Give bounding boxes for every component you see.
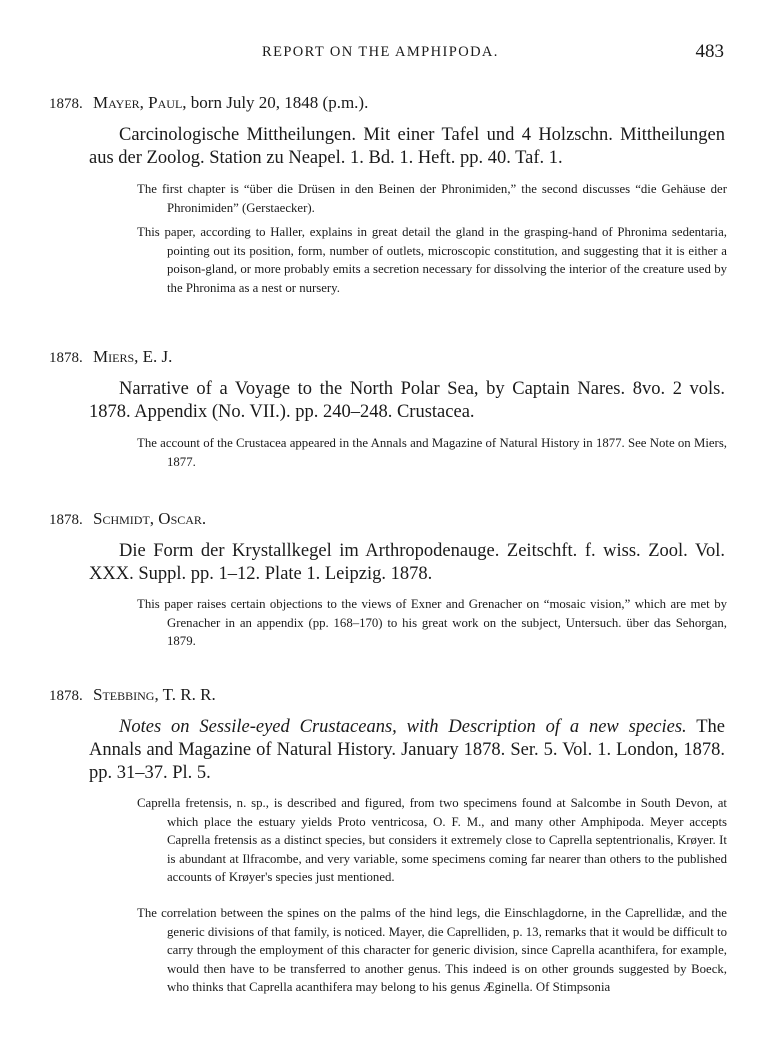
entry-title-italic: Notes on Sessile-eyed Crustaceans, with Description of a new species.: [119, 717, 687, 737]
entry-title: Die Form der Krystallkegel im Arthropodenauge. Zeitschft. f. wiss. Zool. Vol. XXX. Suppl. pp. 1–12. Plate 1. Leipzig. 1878.: [89, 541, 725, 584]
entry-year: 1878.: [49, 350, 83, 366]
entry-year: 1878.: [49, 96, 83, 112]
running-head: REPORT ON THE AMPHIPODA.: [262, 44, 499, 60]
entry-title: Narrative of a Voyage to the North Polar Sea, by Captain Nares. 8vo. 2 vols. 1878. Appendix (No. VII.). pp. 240–248. Crustacea.: [89, 379, 725, 422]
entry-heading-mayer: [49, 93, 368, 113]
entry-author: Mayer, Paul,: [93, 93, 187, 112]
entry-note: The correlation between the spines on the palms of the hind legs, die Einschlagdorne, in the Caprellidæ, and the generic divisions of that family, is noticed. Mayer, die Caprelliden, p. 13, remarks that it would be difficult to carry through the employment of this character for generic division, since Caprella acanthifera, for example, would then have to be transferred to another genus. This indeed is on other grounds suggested by Boeck, who thinks that Caprella acanthifera may belong to his genus Æginella. Of Stimpsonia: [137, 906, 727, 994]
page-number: 483: [695, 41, 724, 62]
entry-heading-stebbing: [49, 685, 216, 705]
entry-title: Carcinologische Mittheilungen. Mit einer Tafel und 4 Holzschn. Mittheilungen aus der Zoolog. Station zu Neapel. 1. Bd. 1. Heft. pp. 40. Taf. 1.: [89, 125, 725, 168]
entry-note: The first chapter is “über die Drüsen in den Beinen der Phronimiden,” the second discusses “die Gehäuse der Phronimiden” (Gerstaecker).: [137, 182, 727, 215]
entry-heading-schmidt: [49, 509, 206, 529]
entry-note: Caprella fretensis, n. sp., is described and figured, from two specimens found at Salcombe in South Devon, at which place the estuary yields Proto ventricosa, O. F. M., and many other Amphipoda. Meyer accepts Caprella fretensis as a distinct species, but considers it extremely close to Caprella septentrionalis, Krøyer. It is abundant at Ilfracombe, and very variable, some specimens coming far nearer than others to the published accounts of Krøyer's species just mentioned.: [137, 796, 727, 884]
entry-year: 1878.: [49, 688, 83, 704]
entry-title-rest: The Annals and Magazine of Natural History. January 1878. Ser. 5. Vol. 1. London, 1878. pp. 31–37. Pl. 5.: [89, 717, 725, 783]
entry-heading-miers: [49, 347, 172, 367]
entry-author: Schmidt, Oscar.: [93, 509, 207, 528]
entry-author: Stebbing, T. R. R.: [93, 685, 216, 704]
entry-note: The account of the Crustacea appeared in the Annals and Magazine of Natural History in 1877. See Note on Miers, 1877.: [137, 436, 727, 469]
entry-author-extra: born July 20, 1848 (p.m.).: [190, 93, 369, 112]
entry-title: [89, 716, 725, 785]
entry-note: This paper raises certain objections to the views of Exner and Grenacher on “mosaic vision,” which are met by Grenacher in an appendix (pp. 168–170) to his great work on the subject, Untersuch. über das Sehorgan, 1879.: [137, 597, 727, 648]
entry-note: This paper, according to Haller, explains in great detail the gland in the grasping-hand of Phronima sedentaria, pointing out its position, form, number of outlets, microscopic constitution, and suggesting that it is either a poison-gland, or more probably emits a secretion necessary for dissolving the interior of the creature used by the Phronima as a nest or nursery.: [137, 225, 727, 295]
entry-year: 1878.: [49, 512, 83, 528]
entry-author: Miers, E. J.: [93, 347, 173, 366]
